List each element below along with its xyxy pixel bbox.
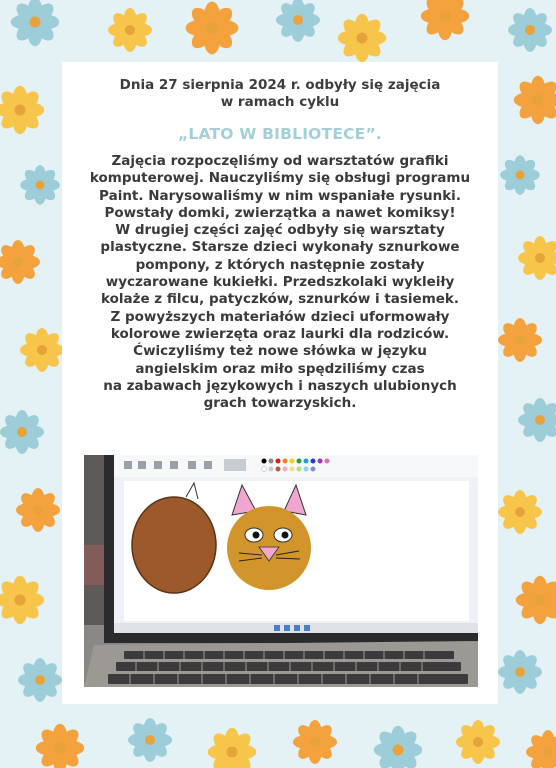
content-card xyxy=(62,62,498,704)
flower-icon xyxy=(186,2,239,55)
body-line: pompony, z których następnie zostały xyxy=(135,256,425,273)
body-line: grach towarzyskich. xyxy=(203,395,357,412)
body-line: kolorowe zwierzęta oraz laurki dla rodziców. xyxy=(110,325,450,342)
body-line: na zabawach językowych i naszych ulubionych xyxy=(103,377,457,394)
body-line: W drugiej części zajęć odbyły się warsztaty xyxy=(115,222,445,239)
body-line: kolaże z filcu, patyczków, sznurków i tasiemek. xyxy=(100,291,460,308)
intro-line: w ramach cyklu xyxy=(220,94,340,110)
brown-circle-drawing xyxy=(132,497,216,593)
intro-text xyxy=(62,77,498,111)
flower-icon xyxy=(498,490,542,534)
body-line: Zajęcia rozpoczęliśmy od warsztatów grafiki xyxy=(111,153,449,169)
flower-icon xyxy=(11,0,59,46)
flower-icon xyxy=(20,165,60,205)
body-line: wyczarowane kukiełki. Przedszkolaki wykleiły xyxy=(105,274,455,291)
flower-icon xyxy=(16,488,60,532)
flower-icon xyxy=(338,14,386,62)
body-text xyxy=(62,153,498,412)
flower-icon xyxy=(293,720,337,764)
flower-icon xyxy=(108,8,152,52)
flower-icon xyxy=(508,8,552,52)
body-line: Z powyższych materiałów dzieci uformowały xyxy=(110,308,450,325)
body-line: angielskim oraz miło spędziliśmy czas xyxy=(135,360,425,377)
body-line: plastyczne. Starsze dzieci wykonały sznurkowe xyxy=(100,239,460,256)
flower-icon xyxy=(276,0,320,42)
flower-icon xyxy=(498,650,542,694)
laptop-photo-illustration xyxy=(84,455,478,687)
flower-icon xyxy=(18,658,62,702)
body-line: Ćwiczyliśmy też nowe słówka w języku xyxy=(133,343,427,360)
intro-line: Dnia 27 sierpnia 2024 r. odbyły się zajęcia xyxy=(119,77,441,93)
body-line: komputerowej. Nauczyliśmy się obsługi programu xyxy=(89,170,471,187)
laptop-photo xyxy=(84,455,478,687)
keyboard xyxy=(108,651,468,684)
flower-icon xyxy=(0,410,44,454)
flower-icon xyxy=(500,155,540,195)
flower-icon xyxy=(128,718,172,762)
flower-icon xyxy=(456,720,500,764)
flower-icon xyxy=(498,318,542,362)
event-title: „LATO W BIBLIOTECE”. xyxy=(178,125,382,143)
body-line: Paint. Narysowaliśmy w nim wspaniałe rysunki. xyxy=(99,187,461,204)
flower-icon xyxy=(20,328,64,372)
body-line: Powstały domki, zwierzątka a nawet komiksy! xyxy=(104,204,456,221)
paint-toolbar xyxy=(114,455,478,477)
